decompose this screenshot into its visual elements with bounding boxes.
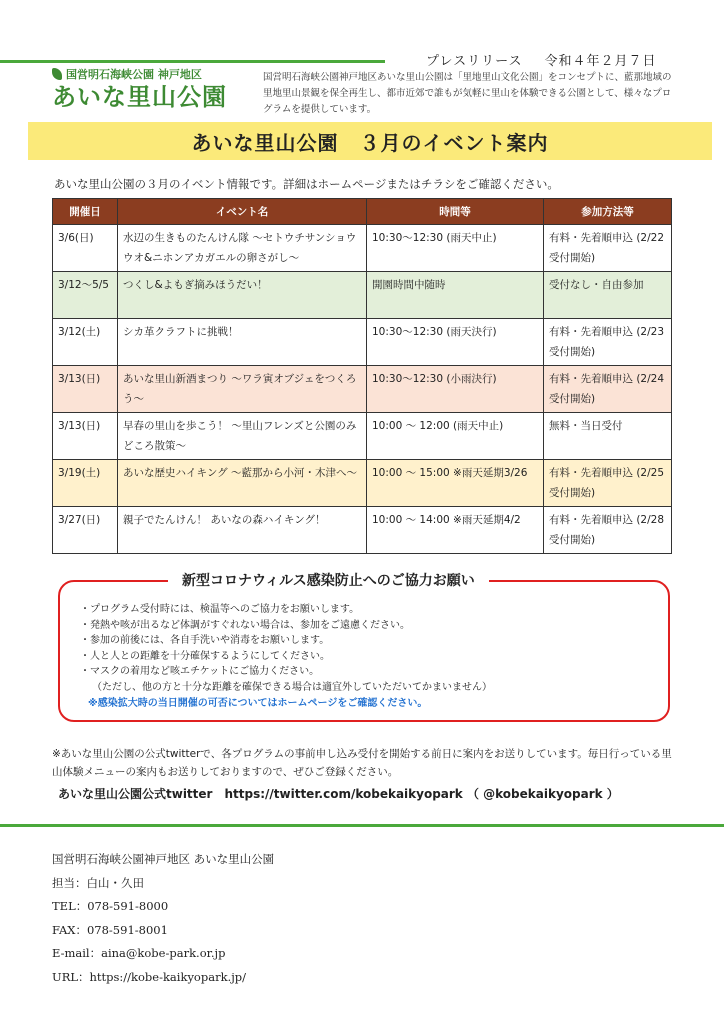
col-method-header: 参加方法等 [544,199,672,225]
logo-title: あいな里山公園 [52,83,227,111]
event-method: 受付なし・自由参加 [544,272,672,319]
event-time: 開園時間中随時 [367,272,544,319]
contact-block [52,848,274,989]
list-item: ・参加の前後には、各自手洗いや消毒をお願いします。 [80,635,330,647]
event-date: 3/13(日) [53,413,118,460]
event-method: 有料・先着順申込 (2/25 受付開始) [544,460,672,507]
footer-rule [0,824,724,827]
event-name: 水辺の生きものたんけん隊 ～セトウチサンショウウオ&ニホンアカガエルの卵さがし～ [118,225,367,272]
press-header [426,50,656,69]
park-intro: 国営明石海峡公園神戸地区あいな里山公園は「里地里山文化公園」をコンセプトに、藍那地域の里地里山景観を保全再生し、都市近郊で誰もが気軽に里山を体験できる公園として、様々なプログラムを提供しています。 [263,72,672,115]
event-name: つくし&よもぎ摘みほうだい！ [118,272,367,319]
leaf-icon [52,68,62,80]
event-date: 3/12～5/5 [53,272,118,319]
lead-text: あいな里山公園の３月のイベント情報です。詳細はホームページまたはチラシをご確認ください。 [54,177,559,191]
list-item: ・プログラム受付時には、検温等へのご協力をお願いします。 [80,604,360,615]
event-method: 有料・先着順申込 (2/24 受付開始) [544,366,672,413]
press-release-label: プレスリリース [426,54,523,69]
table-row [53,225,672,272]
table-row [53,413,672,460]
table-row [53,460,672,507]
contact-email[interactable]: E-mail：aina@kobe-park.or.jp [52,946,226,960]
page-title: あいな里山公園 ３月のイベント案内 [28,122,712,160]
event-date: 3/12(土) [53,319,118,366]
event-name: 親子でたんけん！ あいなの森ハイキング！ [118,507,367,554]
event-name: シカ革クラフトに挑戦！ [118,319,367,366]
event-name: あいな歴史ハイキング ～藍那から小河・木津へ～ [118,460,367,507]
event-name: 早春の里山を歩こう！ ～里山フレンズと公園のみどころ散策～ [118,413,367,460]
event-time: 10:00 ～ 14:00 ※雨天延期4/2 [367,507,544,554]
contact-tel: TEL：078-591-8000 [52,899,169,913]
table-header-row [53,199,672,225]
park-logo [52,66,252,112]
contact-org: 国営明石海峡公園神戸地区 あいな里山公園 [52,852,275,866]
col-date-header: 開催日 [53,199,118,225]
twitter-link[interactable]: あいな里山公園公式twitter https://twitter.com/kobekaikyopark （ @kobekaikyopark ） [58,787,619,801]
covid-notice-title: 新型コロナウィルス感染防止へのご協力お願い [168,570,489,590]
twitter-notice: ※あいな里山公園の公式twitterで、各プログラムの事前申し込み受付を開始する前日に案内をお送りしています。毎日行っている里山体験メニューの案内もお送りしておりますので、ぜひご登録ください。 [52,748,672,778]
event-date: 3/19(土) [53,460,118,507]
table-row [53,272,672,319]
list-item: ・マスクの着用など咳エチケットにご協力ください。 [80,666,320,678]
event-table [52,198,672,554]
event-method: 有料・先着順申込 (2/23 受付開始) [544,319,672,366]
list-item: ・人と人との距離を十分確保するようにしてください。 [80,650,330,662]
table-row [53,366,672,413]
logo-subtitle: 国営明石海峡公園 神戸地区 [66,68,202,81]
event-time: 10:30～12:30 (小雨決行) [367,366,544,413]
release-date: 令和４年２月７日 [544,54,657,69]
event-time: 10:00 ～ 12:00 (雨天中止) [367,413,544,460]
col-name-header: イベント名 [118,199,367,225]
event-time: 10:30～12:30 (雨天決行) [367,319,544,366]
event-time: 10:30～12:30 (雨天中止) [367,225,544,272]
mask-note: （ただし、他の方と十分な距離を確保できる場合は適宜外していただいてかまいません） [92,681,492,693]
contact-fax: FAX：078-591-8001 [52,922,168,937]
covid-notice-list [80,602,492,711]
covid-emphasis: ※感染拡大時の当日開催の可否についてはホームページをご確認ください。 [88,697,428,709]
event-name: あいな里山新酒まつり ～ワラ寅オブジェをつくろう～ [118,366,367,413]
event-date: 3/27(日) [53,507,118,554]
event-method: 無料・当日受付 [544,413,672,460]
table-row [53,319,672,366]
event-date: 3/6(日) [53,225,118,272]
list-item: ・発熱や咳が出るなど体調がすぐれない場合は、参加をご遠慮ください。 [80,619,410,631]
event-date: 3/13(日) [53,366,118,413]
event-time: 10:00 ～ 15:00 ※雨天延期3/26 [367,460,544,507]
contact-staff: 担当：白山・久田 [52,875,144,890]
table-row [53,507,672,554]
event-method: 有料・先着順申込 (2/28 受付開始) [544,507,672,554]
col-time-header: 時間等 [367,199,544,225]
header-rule [0,60,385,63]
contact-url[interactable]: URL：https://kobe-kaikyopark.jp/ [52,969,247,984]
event-method: 有料・先着順申込 (2/22 受付開始) [544,225,672,272]
